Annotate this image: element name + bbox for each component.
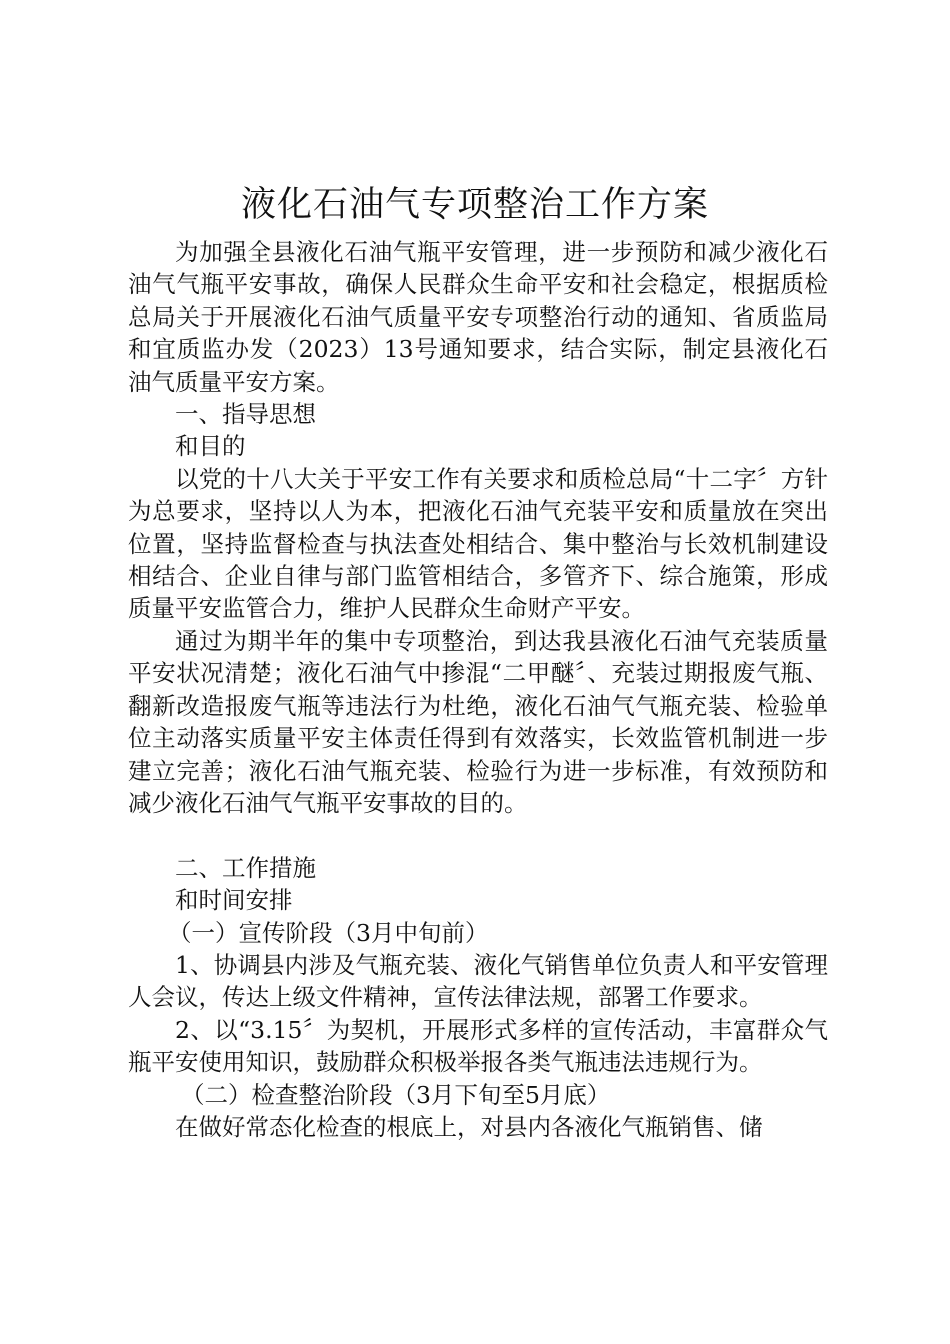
section1-heading-line2: 和目的 bbox=[175, 432, 246, 461]
section1-heading-line1: 一、指导思想 bbox=[175, 400, 316, 429]
document-title: 液化石油气专项整治工作方案 bbox=[240, 185, 709, 225]
stage1-heading: （一）宣传阶段（3月中旬前） bbox=[168, 918, 489, 947]
section1-paragraph-1: 以党的十八大关于平安工作有关要求和质检总局“十二字〞方针为总要求，坚持以人为本，把液化石油气充装平安和质量放在突出位置，坚持监督检查与执法查处相结合、集中整治与长效机制建设相结合、企业自律与部门监管相结合，多管齐下、综合施策，形成质量平安监管合力，维护人民群众生命财产平安。 bbox=[128, 464, 828, 623]
section2-heading-line1: 二、工作措施 bbox=[175, 853, 316, 882]
blank-line bbox=[128, 819, 828, 851]
stage1-item-1: 1、协调县内涉及气瓶充装、液化气销售单位负责人和平安管理人会议，传达上级文件精神，宣传法律法规，部署工作要求。 bbox=[128, 950, 828, 1012]
section1-paragraph-2: 通过为期半年的集中专项整治，到达我县液化石油气充装质量平安状况清楚；液化石油气中掺混“二甲醚〞、充装过期报废气瓶、翻新改造报废气瓶等违法行为杜绝，液化石油气气瓶充装、检验单位主动落实质量平安主体责任得到有效落实，长效监管机制进一步建立完善；液化石油气瓶充装、检验行为进一步标准，有效预防和减少液化石油气气瓶平安事故的目的。 bbox=[128, 626, 828, 817]
stage1-item-2: 2、以“3.15〞为契机，开展形式多样的宣传活动，丰富群众气瓶平安使用知识，鼓励群众积极举报各类气瓶违法违规行为。 bbox=[128, 1015, 828, 1077]
document-body bbox=[128, 236, 828, 1143]
stage2-heading: （二）检查整治阶段（3月下旬至5月底） bbox=[181, 1080, 611, 1109]
stage2-paragraph: 在做好常态化检查的根底上，对县内各液化气瓶销售、储 bbox=[175, 1112, 763, 1141]
intro-paragraph: 为加强全县液化石油气瓶平安管理，进一步预防和减少液化石油气气瓶平安事故，确保人民群众生命平安和社会稳定，根据质检总局关于开展液化石油气质量平安专项整治行动的通知、省质监局和宜质监办发（2023）13号通知要求，结合实际，制定县液化石油气质量平安方案。 bbox=[128, 238, 828, 396]
section2-heading-line2: 和时间安排 bbox=[175, 886, 293, 915]
